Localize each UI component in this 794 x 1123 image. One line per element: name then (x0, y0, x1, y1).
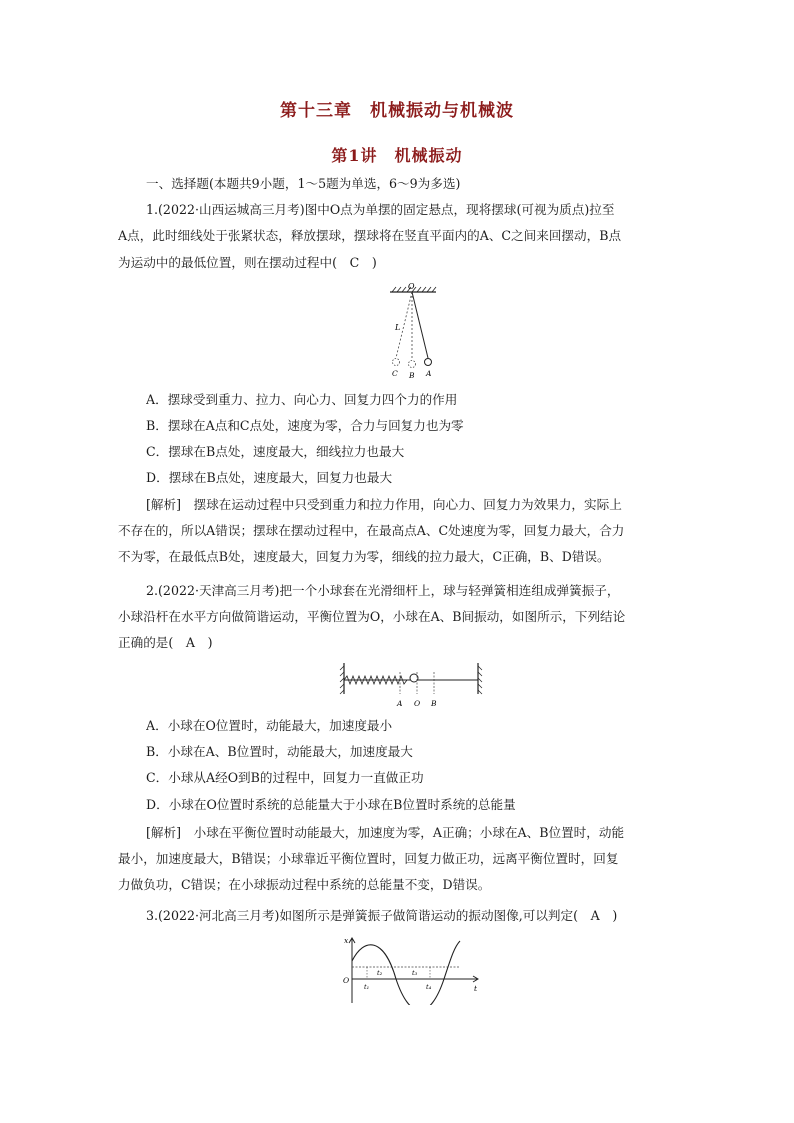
graph-label-t: t (474, 984, 478, 993)
spring-oscillator-figure (338, 660, 488, 710)
q2-analysis-line: 力做负功，C错误；在小球振动过程中系统的总能量不变，D错误。 (118, 877, 491, 892)
pendulum-label-l: L (395, 323, 401, 332)
pendulum-label-b: B (409, 371, 415, 380)
q1-option-c: C．摆球在B点处，速度最大，细线拉力也最大 (146, 444, 405, 459)
graph-label-x: x (344, 936, 349, 945)
section-heading: 一、选择题(本题共9小题，1～5题为单选，6～9为多选) (146, 176, 461, 191)
q2-stem-line: 2.(2022·天津高三月考)把一个小球套在光滑细杆上，球与轻弹簧相连组成弹簧振子， (146, 583, 620, 598)
q1-stem-line: A点，此时细线处于张紧状态，释放摆球，摆球将在竖直平面内的A、C之间来回摆动，B点 (118, 228, 622, 243)
q2-option-c: C．小球从A经O到B的过程中，回复力一直做正功 (146, 770, 424, 785)
pendulum-figure (380, 280, 450, 380)
graph-label-t2: t₂ (377, 969, 383, 977)
vibration-graph-figure (340, 935, 485, 1005)
graph-label-origin: O (343, 976, 350, 985)
spring-label-b: B (431, 699, 437, 708)
q2-option-a: A．小球在O位置时，动能最大，加速度最小 (146, 718, 393, 733)
q1-analysis-line: [解析] 摆球在运动过程中只受到重力和拉力作用，向心力、回复力为效果力，实际上 (146, 497, 622, 512)
pendulum-label-a: A (426, 369, 432, 378)
q2-option-d: D．小球在O位置时系统的总能量大于小球在B位置时系统的总能量 (146, 797, 516, 812)
q2-analysis-line: 最小，加速度最大，B错误；小球靠近平衡位置时，回复力做正功，远离平衡位置时，回复 (118, 851, 619, 866)
pendulum-label-o: O (408, 282, 415, 291)
q1-analysis-line: 不存在的，所以A错误；摆球在摆动过程中，在最高点A、C处速度为零，回复力最大，合力 (118, 523, 625, 538)
pendulum-label-c: C (392, 369, 398, 378)
chapter-title: 第十三章 机械振动与机械波 (280, 101, 514, 121)
q1-stem-line: 1.(2022·山西运城高三月考)图中O点为单摆的固定悬点，现将摆球(可视为质点)拉至 (146, 202, 615, 217)
lesson-title: 第1讲 机械振动 (331, 146, 463, 165)
q1-analysis-line: 不为零，在最低点B处，速度最大，回复力为零，细线的拉力最大，C正确，B、D错误。 (118, 549, 610, 564)
q2-analysis-line: [解析] 小球在平衡位置时动能最大，加速度为零，A正确；小球在A、B位置时，动能 (146, 825, 625, 840)
spring-label-a: A (397, 699, 403, 708)
q2-option-b: B．小球在A、B位置时，动能最大，加速度最大 (146, 744, 413, 759)
q1-stem-line: 为运动中的最低位置，则在摆动过程中( C ) (118, 255, 377, 270)
q1-option-d: D．摆球在B点处，速度最大，回复力也最大 (146, 470, 393, 485)
q2-stem-line: 小球沿杆在水平方向做简谐运动，平衡位置为O，小球在A、B间振动，如图所示，下列结论 (118, 609, 626, 624)
graph-label-t4: t₄ (426, 983, 432, 991)
q3-stem-line: 3.(2022·河北高三月考)如图所示是弹簧振子做简谐运动的振动图像,可以判定( A ) (146, 908, 618, 923)
spring-label-o: O (414, 699, 421, 708)
graph-label-t1: t₁ (364, 983, 370, 991)
q1-option-a: A．摆球受到重力、拉力、向心力、回复力四个力的作用 (146, 392, 458, 407)
q2-stem-line: 正确的是( A ) (118, 635, 213, 650)
graph-label-t3: t₃ (412, 969, 418, 977)
q1-option-b: B．摆球在A点和C点处，速度为零，合力与回复力也为零 (146, 418, 464, 433)
